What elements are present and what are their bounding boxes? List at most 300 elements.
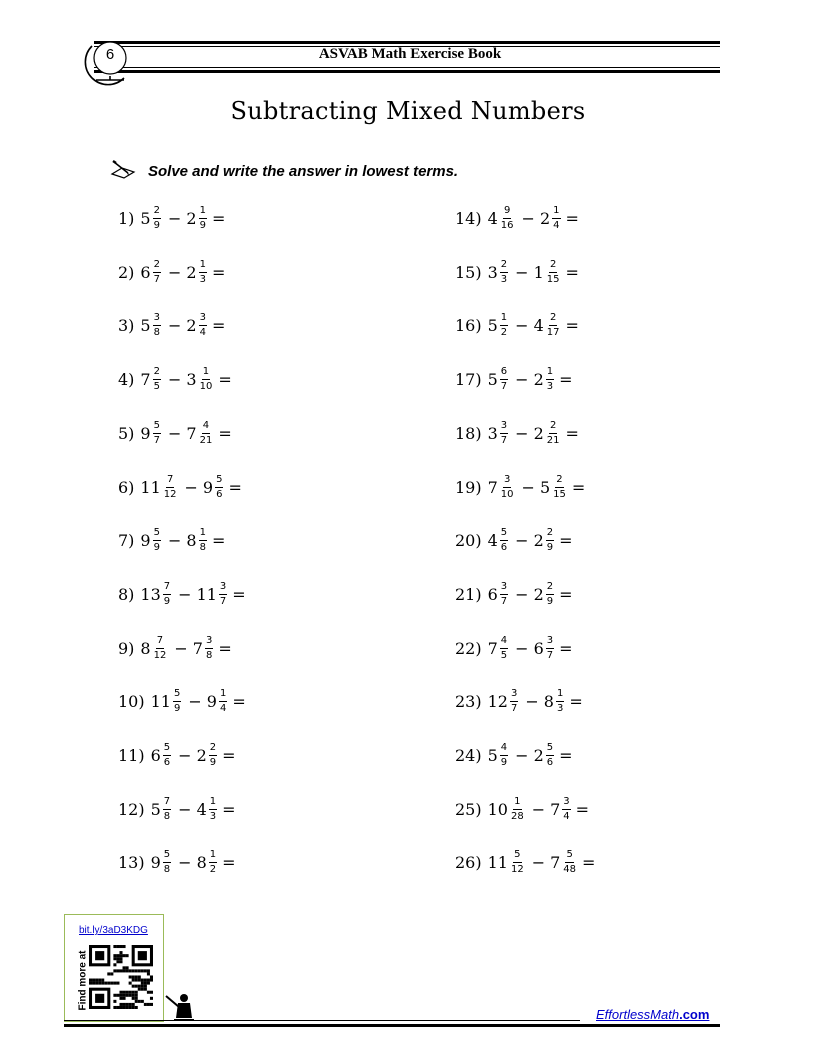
numerator: 5 xyxy=(215,475,223,488)
equals-sign: = xyxy=(559,638,573,658)
numerator: 2 xyxy=(546,528,554,541)
mixed-number xyxy=(203,475,226,500)
whole-part: 11 xyxy=(150,691,171,711)
whole-part: 4 xyxy=(487,530,498,550)
denominator: 9 xyxy=(546,595,554,607)
mixed-number xyxy=(140,260,163,285)
mixed-number xyxy=(140,313,163,338)
minus-sign: − xyxy=(178,799,192,819)
equals-sign: = xyxy=(218,369,232,389)
problem-number: 5) xyxy=(118,423,135,443)
equals-sign: = xyxy=(211,262,226,282)
whole-part: 2 xyxy=(186,315,197,335)
whole-part: 2 xyxy=(533,369,544,389)
whole-part: 11 xyxy=(196,584,217,604)
minus-sign: − xyxy=(531,799,546,819)
numerator: 3 xyxy=(503,475,511,488)
numerator: 3 xyxy=(199,313,207,326)
problem-number: 7) xyxy=(118,530,135,550)
header-rule-bottom-thin xyxy=(94,67,720,68)
denominator: 5 xyxy=(500,649,508,661)
problem-item xyxy=(118,735,236,775)
header-rule-top xyxy=(94,41,720,44)
problem-item xyxy=(118,413,232,453)
fraction xyxy=(546,636,554,661)
numerator: 1 xyxy=(202,367,210,380)
denominator: 9 xyxy=(546,541,554,553)
minus-sign: − xyxy=(167,369,182,389)
whole-part: 5 xyxy=(140,208,151,228)
problem-item xyxy=(118,198,225,238)
fraction xyxy=(219,689,227,714)
mixed-number xyxy=(151,743,174,768)
equals-sign: = xyxy=(222,745,236,765)
whole-part: 9 xyxy=(140,530,151,550)
fraction xyxy=(500,636,508,661)
mixed-number xyxy=(186,206,209,231)
equals-sign: = xyxy=(565,262,579,282)
mixed-number xyxy=(197,743,220,768)
problem-number: 17) xyxy=(455,369,482,389)
numerator: 5 xyxy=(513,850,521,863)
denominator: 8 xyxy=(163,863,171,875)
fraction xyxy=(163,743,171,768)
numerator: 3 xyxy=(153,313,161,326)
mixed-number xyxy=(186,313,209,338)
mixed-number xyxy=(197,797,220,822)
minus-sign: − xyxy=(531,852,546,872)
problem-number: 6) xyxy=(118,477,135,497)
denominator: 28 xyxy=(510,810,524,822)
numerator: 5 xyxy=(546,743,554,756)
numerator: 3 xyxy=(562,797,570,810)
whole-part: 9 xyxy=(140,423,151,443)
numerator: 2 xyxy=(555,475,563,488)
minus-sign: − xyxy=(515,262,529,282)
problem-number: 25) xyxy=(455,799,482,819)
fraction xyxy=(500,206,515,231)
equals-sign: = xyxy=(575,799,590,819)
numerator: 7 xyxy=(163,797,171,810)
denominator: 9 xyxy=(173,702,181,714)
whole-part: 6 xyxy=(487,584,498,604)
whole-part: 11 xyxy=(140,477,161,497)
whole-part: 3 xyxy=(186,369,197,389)
denominator: 8 xyxy=(153,326,160,338)
whole-part: 8 xyxy=(543,691,554,711)
numerator: 1 xyxy=(199,260,207,273)
mixed-number xyxy=(534,743,557,768)
minus-sign: − xyxy=(525,691,539,711)
fraction xyxy=(546,313,561,338)
whole-part: 2 xyxy=(186,262,197,282)
fraction xyxy=(153,421,161,446)
denominator: 3 xyxy=(199,273,206,285)
denominator: 21 xyxy=(199,434,213,446)
problem-number: 12) xyxy=(118,799,145,819)
teacher-icon xyxy=(164,990,196,1022)
denominator: 10 xyxy=(199,380,213,392)
problem-number: 26) xyxy=(455,852,482,872)
whole-part: 2 xyxy=(539,208,551,228)
footer-rule-thin xyxy=(64,1020,580,1021)
whole-part: 5 xyxy=(539,477,551,497)
denominator: 6 xyxy=(216,488,223,500)
numerator: 7 xyxy=(166,475,174,488)
problem-number: 19) xyxy=(455,477,482,497)
denominator: 10 xyxy=(500,488,514,500)
whole-part: 7 xyxy=(192,638,203,658)
whole-part: 2 xyxy=(533,584,544,604)
equals-sign: = xyxy=(565,423,579,443)
problem-number: 14) xyxy=(455,208,482,228)
minus-sign: − xyxy=(188,691,202,711)
numerator: 9 xyxy=(503,206,511,219)
brand-link[interactable] xyxy=(596,1007,709,1022)
mixed-number xyxy=(534,582,557,607)
numerator: 5 xyxy=(153,528,161,541)
mixed-number xyxy=(151,689,184,714)
equals-sign: = xyxy=(559,745,573,765)
whole-part: 7 xyxy=(550,799,561,819)
fraction xyxy=(552,475,567,500)
whole-part: 12 xyxy=(487,691,508,711)
problem-item xyxy=(455,789,589,829)
denominator: 21 xyxy=(546,434,560,446)
fraction xyxy=(546,582,554,607)
denominator: 9 xyxy=(199,219,206,231)
denominator: 7 xyxy=(153,273,160,285)
mixed-number xyxy=(534,313,563,338)
equals-sign: = xyxy=(559,369,573,389)
denominator: 4 xyxy=(219,702,227,714)
qr-box xyxy=(64,914,164,1022)
denominator: 3 xyxy=(500,273,508,285)
problem-number: 8) xyxy=(118,584,135,604)
problem-item xyxy=(118,305,225,345)
denominator: 6 xyxy=(546,756,554,768)
fraction xyxy=(199,260,207,285)
page-number: 6 xyxy=(105,46,115,63)
whole-part: 9 xyxy=(150,852,161,872)
problem-number: 4) xyxy=(118,369,135,389)
whole-part: 2 xyxy=(186,208,197,228)
problem-item xyxy=(455,198,579,238)
denominator: 5 xyxy=(153,380,160,392)
denominator: 9 xyxy=(153,541,160,553)
equals-sign: = xyxy=(211,530,226,550)
mixed-number xyxy=(488,850,527,875)
equals-sign: = xyxy=(565,208,579,228)
denominator: 3 xyxy=(556,702,564,714)
fraction xyxy=(500,421,508,446)
minus-sign: − xyxy=(515,315,529,335)
fraction xyxy=(153,367,161,392)
numerator: 1 xyxy=(209,850,217,863)
minus-sign: − xyxy=(515,423,529,443)
fraction xyxy=(199,528,207,553)
fraction xyxy=(552,206,560,231)
whole-part: 2 xyxy=(196,745,207,765)
fraction xyxy=(153,528,161,553)
numerator: 4 xyxy=(500,743,508,756)
mixed-number xyxy=(488,260,511,285)
denominator: 12 xyxy=(153,649,167,661)
problem-number: 13) xyxy=(118,852,145,872)
numerator: 4 xyxy=(202,421,210,434)
denominator: 7 xyxy=(500,434,508,446)
denominator: 9 xyxy=(209,756,217,768)
mixed-number xyxy=(151,850,174,875)
numerator: 2 xyxy=(549,421,557,434)
equals-sign: = xyxy=(582,852,596,872)
denominator: 7 xyxy=(546,649,554,661)
mixed-number xyxy=(488,421,511,446)
instruction-text: Solve and write the answer in lowest terms. xyxy=(148,162,459,180)
numerator: 3 xyxy=(546,636,554,649)
fraction xyxy=(199,313,207,338)
mixed-number xyxy=(534,421,563,446)
whole-part: 9 xyxy=(206,691,217,711)
fraction xyxy=(215,475,223,500)
numerator: 5 xyxy=(173,689,181,702)
minus-sign: − xyxy=(178,852,192,872)
fraction xyxy=(556,689,564,714)
denominator: 7 xyxy=(500,380,508,392)
fraction xyxy=(219,582,227,607)
fraction xyxy=(562,850,577,875)
minus-sign: − xyxy=(174,638,188,658)
mixed-number xyxy=(488,582,511,607)
denominator: 3 xyxy=(546,380,554,392)
mixed-number xyxy=(544,689,567,714)
problem-number: 3) xyxy=(118,315,135,335)
fraction xyxy=(199,421,214,446)
equals-sign: = xyxy=(228,477,242,497)
problem-item xyxy=(118,520,225,560)
fraction xyxy=(209,743,217,768)
denominator: 9 xyxy=(153,219,160,231)
mixed-number xyxy=(140,528,163,553)
mixed-number xyxy=(140,475,179,500)
fraction xyxy=(163,475,178,500)
instruction xyxy=(110,158,458,184)
problem-item xyxy=(118,789,236,829)
equals-sign: = xyxy=(559,530,573,550)
denominator: 6 xyxy=(500,541,508,553)
problem-number: 23) xyxy=(455,691,482,711)
fraction xyxy=(153,206,161,231)
equals-sign: = xyxy=(569,691,583,711)
mixed-number xyxy=(488,528,511,553)
whole-part: 7 xyxy=(487,638,498,658)
minus-sign: − xyxy=(515,638,529,658)
whole-part: 4 xyxy=(196,799,207,819)
footer-rule xyxy=(64,1024,720,1027)
numerator: 1 xyxy=(552,206,560,219)
denominator: 17 xyxy=(546,326,560,338)
fraction xyxy=(209,850,217,875)
fraction xyxy=(500,582,508,607)
minus-sign: − xyxy=(167,530,182,550)
problem-number: 10) xyxy=(118,691,145,711)
whole-part: 9 xyxy=(202,477,214,497)
fraction xyxy=(500,313,508,338)
equals-sign: = xyxy=(211,315,226,335)
mixed-number xyxy=(488,475,517,500)
denominator: 4 xyxy=(199,326,206,338)
whole-part: 5 xyxy=(140,315,151,335)
fraction xyxy=(510,797,525,822)
whole-part: 5 xyxy=(487,369,498,389)
numerator: 2 xyxy=(549,260,557,273)
numerator: 2 xyxy=(153,260,161,273)
fraction xyxy=(500,743,508,768)
minus-sign: − xyxy=(167,208,182,228)
whole-part: 10 xyxy=(487,799,508,819)
numerator: 2 xyxy=(153,206,161,219)
minus-sign: − xyxy=(184,477,198,497)
numerator: 3 xyxy=(510,689,518,702)
denominator: 7 xyxy=(510,702,518,714)
denominator: 16 xyxy=(500,219,514,231)
whole-part: 3 xyxy=(487,262,498,282)
whole-part: 6 xyxy=(150,745,161,765)
whole-part: 2 xyxy=(533,530,544,550)
numerator: 2 xyxy=(500,260,508,273)
problem-number: 20) xyxy=(455,530,482,550)
denominator: 9 xyxy=(500,756,508,768)
mixed-number xyxy=(488,689,521,714)
problem-item xyxy=(118,681,246,721)
fraction xyxy=(500,367,508,392)
denominator: 8 xyxy=(205,649,213,661)
whole-part: 1 xyxy=(533,262,544,282)
fraction xyxy=(163,582,171,607)
problem-item xyxy=(455,681,583,721)
denominator: 4 xyxy=(563,810,570,822)
problem-number: 11) xyxy=(118,745,145,765)
whole-part: 4 xyxy=(533,315,544,335)
numerator: 1 xyxy=(199,206,207,219)
whole-part: 7 xyxy=(186,423,197,443)
mixed-number xyxy=(197,582,230,607)
numerator: 1 xyxy=(219,689,227,702)
denominator: 2 xyxy=(209,863,217,875)
qr-code[interactable] xyxy=(89,945,153,1009)
denominator: 6 xyxy=(163,756,171,768)
problem-item xyxy=(455,467,585,507)
numerator: 3 xyxy=(500,582,508,595)
whole-part: 3 xyxy=(487,423,498,443)
header-rule-bottom xyxy=(94,70,720,73)
problem-number: 24) xyxy=(455,745,482,765)
numerator: 1 xyxy=(209,797,217,810)
numerator: 2 xyxy=(209,743,217,756)
numerator: 2 xyxy=(153,367,161,380)
numerator: 1 xyxy=(546,367,554,380)
numerator: 4 xyxy=(500,636,508,649)
numerator: 1 xyxy=(500,313,508,326)
brand-name: EffortlessMath xyxy=(596,1007,680,1022)
numerator: 3 xyxy=(500,421,508,434)
minus-sign: − xyxy=(167,315,182,335)
denominator: 15 xyxy=(553,488,566,500)
numerator: 1 xyxy=(513,797,521,810)
problem-item xyxy=(118,574,246,614)
fraction xyxy=(205,636,213,661)
fraction xyxy=(500,528,508,553)
fraction xyxy=(163,797,171,822)
equals-sign: = xyxy=(232,584,246,604)
mixed-number xyxy=(186,367,215,392)
mixed-number xyxy=(140,582,173,607)
fraction xyxy=(153,260,161,285)
fraction xyxy=(173,689,181,714)
denominator: 4 xyxy=(553,219,560,231)
denominator: 7 xyxy=(153,434,160,446)
pen-paper-icon xyxy=(110,160,136,182)
problem-item xyxy=(118,628,232,668)
book-title: ASVAB Math Exercise Book xyxy=(318,46,502,62)
whole-part: 2 xyxy=(533,423,544,443)
problem-item xyxy=(118,467,242,507)
numerator: 5 xyxy=(565,850,573,863)
problem-item xyxy=(455,520,573,560)
problem-item xyxy=(118,252,225,292)
whole-part: 4 xyxy=(487,208,498,228)
whole-part: 8 xyxy=(196,852,207,872)
fraction xyxy=(500,475,515,500)
problem-number: 18) xyxy=(455,423,482,443)
problem-number: 16) xyxy=(455,315,482,335)
mixed-number xyxy=(488,743,511,768)
problem-number: 2) xyxy=(118,262,135,282)
numerator: 1 xyxy=(556,689,564,702)
minus-sign: − xyxy=(521,477,535,497)
problem-number: 21) xyxy=(455,584,482,604)
fraction xyxy=(562,797,570,822)
fraction xyxy=(546,421,561,446)
whole-part: 7 xyxy=(487,477,498,497)
problem-item xyxy=(118,842,236,882)
mixed-number xyxy=(534,367,557,392)
problem-item xyxy=(455,735,573,775)
whole-part: 7 xyxy=(140,369,151,389)
mixed-number xyxy=(186,421,215,446)
whole-part: 13 xyxy=(140,584,161,604)
problem-number: 15) xyxy=(455,262,482,282)
whole-part: 8 xyxy=(140,638,151,658)
problem-number: 1) xyxy=(118,208,135,228)
fraction xyxy=(546,367,554,392)
whole-part: 5 xyxy=(487,745,498,765)
fraction xyxy=(199,206,207,231)
mixed-number xyxy=(140,206,163,231)
whole-part: 7 xyxy=(550,852,561,872)
equals-sign: = xyxy=(211,208,226,228)
problem-number: 22) xyxy=(455,638,482,658)
minus-sign: − xyxy=(515,369,529,389)
mixed-number xyxy=(488,636,511,661)
problem-item xyxy=(455,252,579,292)
numerator: 3 xyxy=(219,582,227,595)
numerator: 7 xyxy=(156,636,164,649)
problem-item xyxy=(455,628,573,668)
qr-link[interactable]: bit.ly/3aD3KDG xyxy=(79,925,148,936)
equals-sign: = xyxy=(571,477,586,497)
problem-item xyxy=(455,359,573,399)
